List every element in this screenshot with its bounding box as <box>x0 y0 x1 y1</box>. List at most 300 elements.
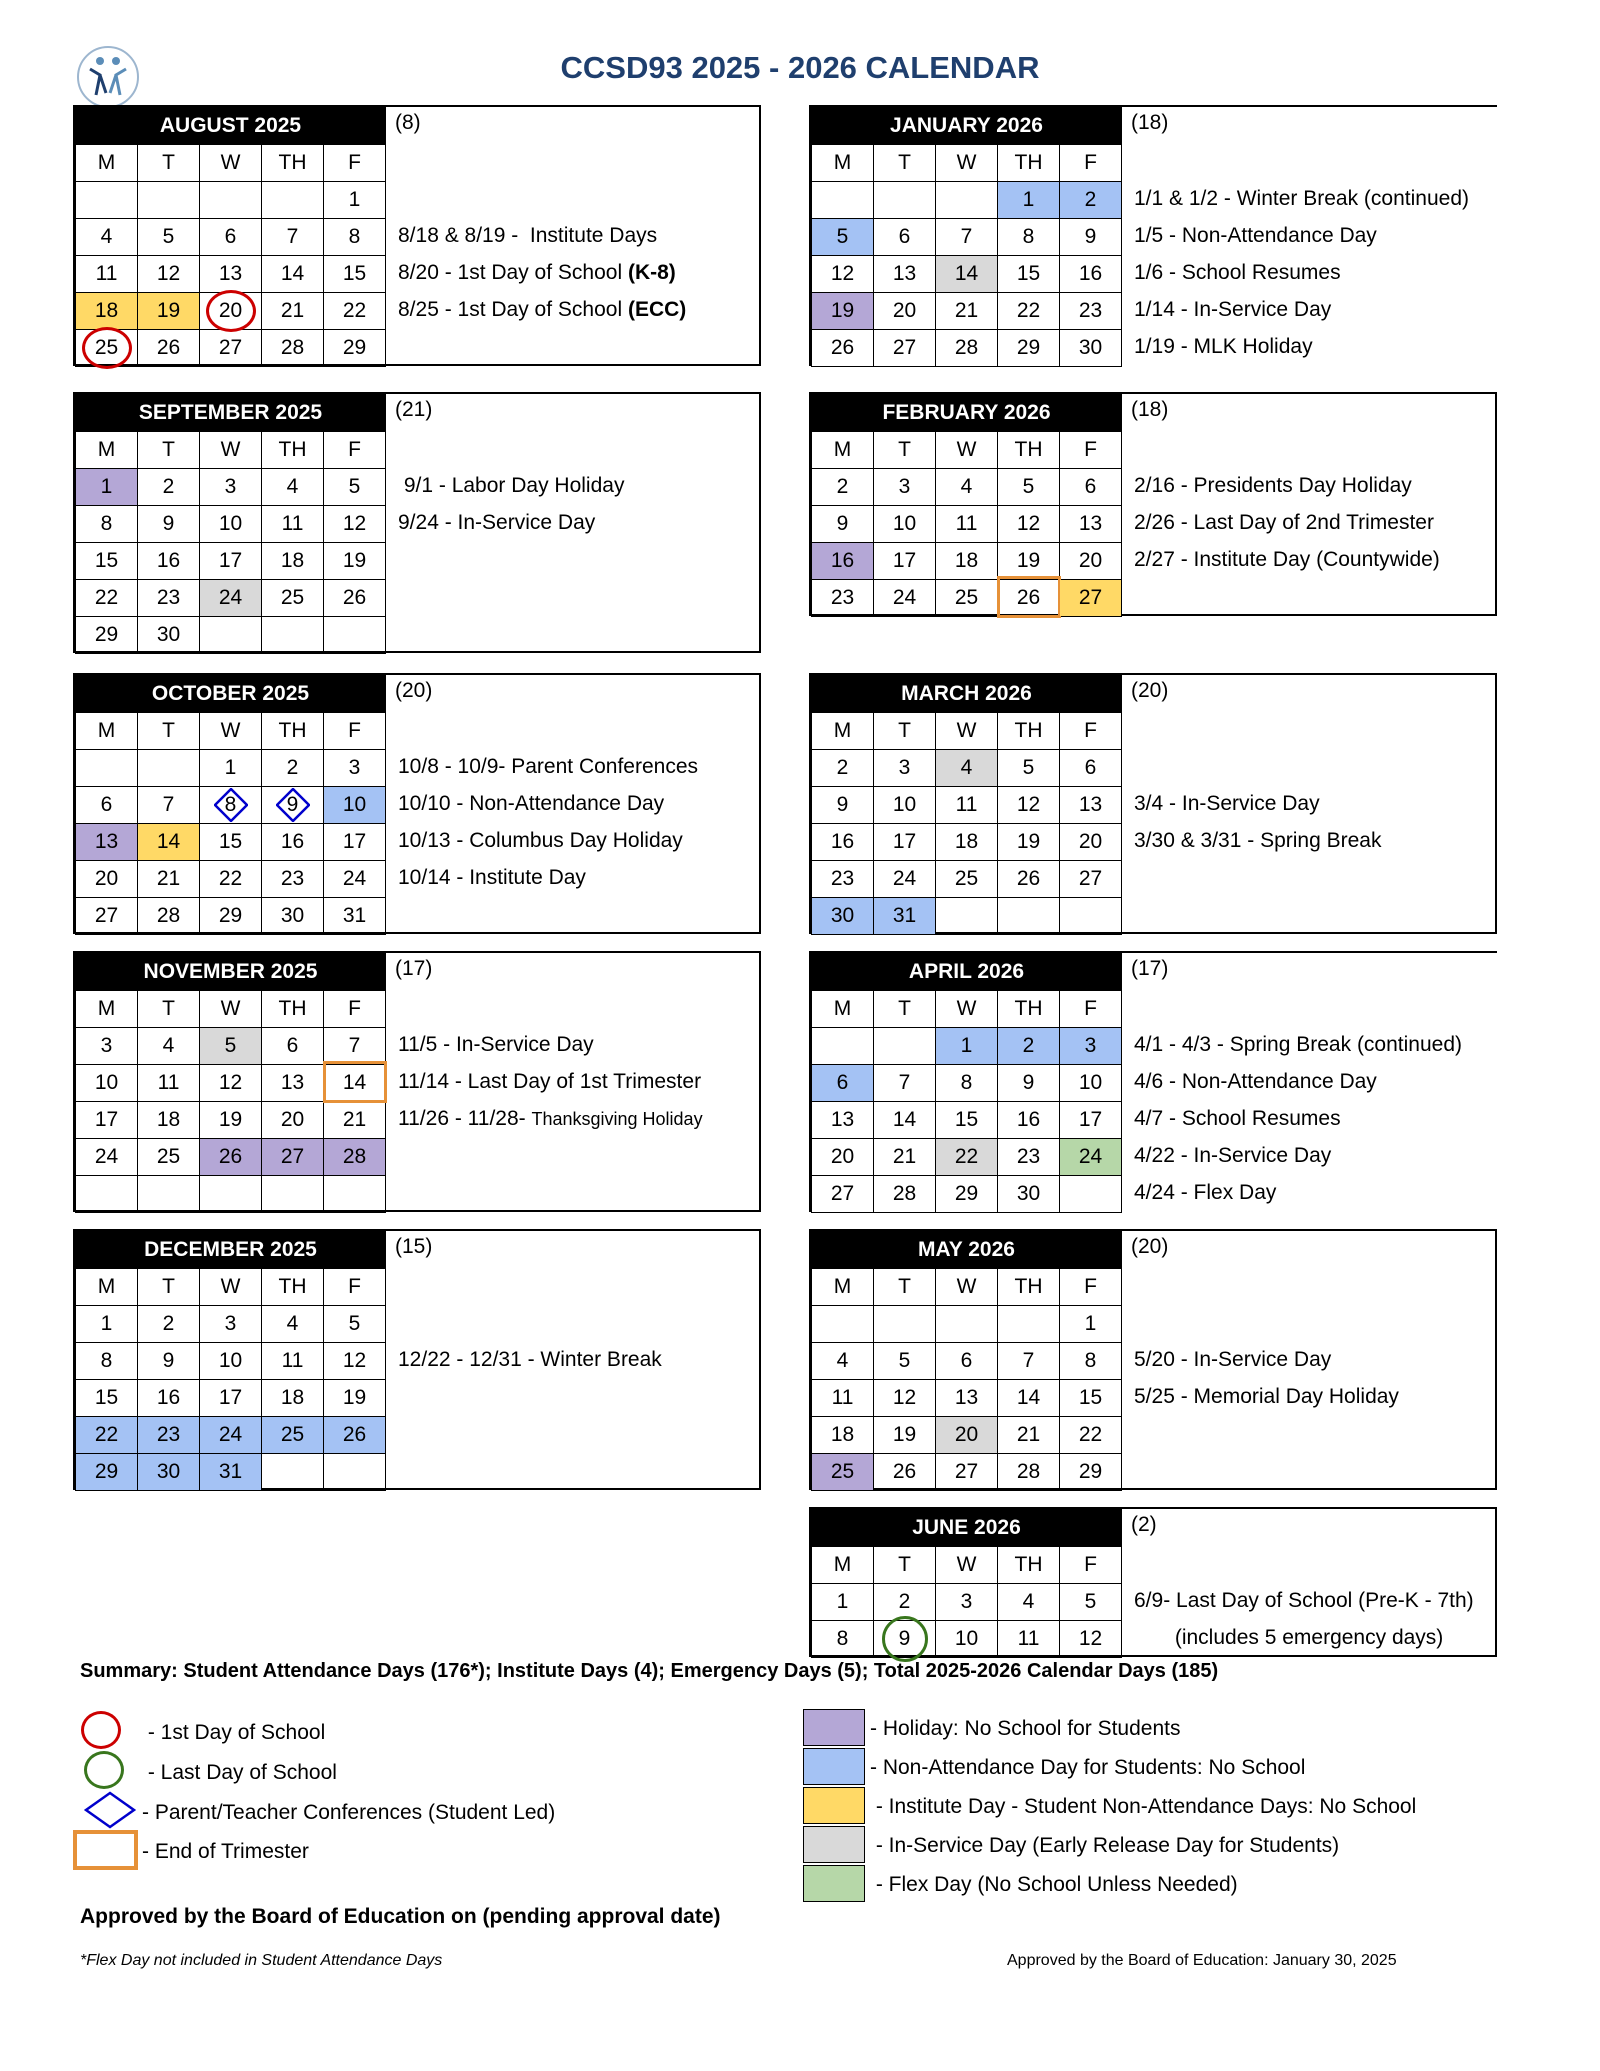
day-number: 19 <box>156 299 181 322</box>
day-number: 14 <box>1016 1386 1041 1409</box>
week-row <box>76 1065 386 1102</box>
day-cell <box>138 182 200 219</box>
day-cell <box>76 543 138 580</box>
day-number: 17 <box>892 830 917 853</box>
day-cell <box>1060 330 1122 367</box>
day-cell <box>138 543 200 580</box>
weekday-header: T <box>138 1269 200 1306</box>
day-number: 26 <box>1016 867 1041 890</box>
month-grid <box>75 1231 386 1491</box>
day-number: 30 <box>280 904 305 927</box>
day-number: 5 <box>1022 475 1035 498</box>
weekday-header: TH <box>998 991 1060 1028</box>
end-of-trimester-legend-box <box>73 1830 138 1870</box>
day-cell <box>874 219 936 256</box>
day-number: 16 <box>830 549 855 572</box>
week-row <box>812 1621 1122 1658</box>
note-text: 11/26 - 11/28- <box>398 1107 532 1130</box>
day-cell <box>76 182 138 219</box>
day-number: 21 <box>892 1145 917 1168</box>
week-row <box>76 580 386 617</box>
in-service-legend-swatch <box>803 1826 865 1863</box>
weekday-header: T <box>874 432 936 469</box>
note-text: 2/26 - Last Day of 2nd Trimester <box>1134 511 1434 534</box>
calendar-note <box>398 749 698 785</box>
week-row <box>76 824 386 861</box>
day-number: 22 <box>94 586 119 609</box>
week-row <box>812 861 1122 898</box>
day-cell <box>262 787 324 824</box>
day-number: 27 <box>954 1460 979 1483</box>
week-row <box>76 543 386 580</box>
day-number: 26 <box>342 1423 367 1446</box>
day-cell <box>200 293 262 330</box>
week-row <box>812 219 1122 256</box>
month-title: JANUARY 2026 <box>812 108 1122 145</box>
day-number: 1 <box>960 1034 973 1057</box>
calendar-note <box>1134 329 1313 365</box>
day-number: 15 <box>954 1108 979 1131</box>
day-cell <box>324 293 386 330</box>
note-text: 5/20 - In-Service Day <box>1134 1348 1332 1371</box>
day-cell <box>874 898 936 935</box>
day-number: 25 <box>280 586 305 609</box>
day-number: 21 <box>342 1108 367 1131</box>
weekday-header: W <box>936 713 998 750</box>
day-number: 19 <box>1016 549 1041 572</box>
day-number: 9 <box>1022 1071 1035 1094</box>
day-cell <box>812 1065 874 1102</box>
day-number: 27 <box>1078 586 1103 609</box>
day-number: 23 <box>280 867 305 890</box>
day-cell <box>998 1306 1060 1343</box>
day-cell <box>138 219 200 256</box>
note-text: 6/9- Last Day of School (Pre-K - 7th) <box>1134 1589 1474 1612</box>
day-number: 1 <box>224 756 237 779</box>
weekday-header: F <box>1060 145 1122 182</box>
day-cell <box>1060 1380 1122 1417</box>
month-august-2025 <box>73 105 761 366</box>
day-cell <box>138 617 200 654</box>
day-number: 27 <box>830 1182 855 1205</box>
day-cell <box>76 469 138 506</box>
week-row <box>812 824 1122 861</box>
day-number: 28 <box>280 336 305 359</box>
day-cell <box>936 580 998 617</box>
month-grid <box>811 675 1122 935</box>
day-cell <box>998 1028 1060 1065</box>
legend-label: - Parent/Teacher Conferences (Student Led) <box>142 1801 556 1824</box>
day-number: 11 <box>281 1349 304 1372</box>
weekday-header: F <box>1060 432 1122 469</box>
day-cell <box>262 506 324 543</box>
day-number: 4 <box>162 1034 175 1057</box>
day-number: 29 <box>94 1460 119 1483</box>
school-day-count: (20) <box>395 679 433 702</box>
day-cell <box>1060 256 1122 293</box>
weekday-header: TH <box>262 713 324 750</box>
weekday-header: TH <box>262 991 324 1028</box>
day-number: 20 <box>1078 830 1103 853</box>
day-number: 27 <box>1078 867 1103 890</box>
day-number: 8 <box>348 225 361 248</box>
day-cell <box>812 219 874 256</box>
day-cell <box>200 1454 262 1491</box>
day-number: 7 <box>898 1071 911 1094</box>
calendar-note <box>1134 1101 1341 1137</box>
day-number: 12 <box>1016 512 1041 535</box>
day-cell <box>1060 182 1122 219</box>
day-cell <box>76 824 138 861</box>
day-cell <box>998 182 1060 219</box>
day-cell <box>200 1306 262 1343</box>
calendar-note <box>1134 542 1440 578</box>
day-number: 12 <box>1016 793 1041 816</box>
week-row <box>76 1028 386 1065</box>
day-cell <box>812 293 874 330</box>
day-cell <box>874 506 936 543</box>
day-number: 2 <box>836 756 849 779</box>
day-cell <box>1060 861 1122 898</box>
day-cell <box>138 1454 200 1491</box>
day-number: 7 <box>286 225 299 248</box>
week-row <box>76 182 386 219</box>
week-row <box>76 617 386 654</box>
day-cell <box>998 293 1060 330</box>
note-text: 1/1 & 1/2 - Winter Break (continued) <box>1134 187 1469 210</box>
weekday-header: T <box>874 1547 936 1584</box>
note-text: 2/27 - Institute Day (Countywide) <box>1134 548 1440 571</box>
day-number: 1 <box>348 188 361 211</box>
day-number: 13 <box>280 1071 305 1094</box>
month-april-2026 <box>809 951 1497 1212</box>
day-cell <box>812 1584 874 1621</box>
month-title: FEBRUARY 2026 <box>812 395 1122 432</box>
approval-pending: Approved by the Board of Education on (pending approval date) <box>80 1905 721 1928</box>
week-row <box>812 1584 1122 1621</box>
legend-label: - End of Trimester <box>142 1840 309 1863</box>
week-row <box>76 506 386 543</box>
calendar-note <box>398 1342 662 1378</box>
day-cell <box>812 750 874 787</box>
day-number: 20 <box>892 299 917 322</box>
day-cell <box>262 1306 324 1343</box>
week-row <box>812 1306 1122 1343</box>
day-cell <box>1060 1176 1122 1213</box>
weekday-header: W <box>936 1269 998 1306</box>
day-cell <box>200 580 262 617</box>
day-cell <box>1060 293 1122 330</box>
day-cell <box>324 469 386 506</box>
weekday-header: M <box>812 145 874 182</box>
day-number: 8 <box>100 512 113 535</box>
day-number: 6 <box>1084 756 1097 779</box>
day-number: 2 <box>162 1312 175 1335</box>
week-row <box>812 1454 1122 1491</box>
day-number: 1 <box>100 1312 113 1335</box>
day-cell <box>998 469 1060 506</box>
day-number: 7 <box>162 793 175 816</box>
day-number: 21 <box>280 299 305 322</box>
conference-legend-diamond <box>84 1791 136 1829</box>
day-cell <box>138 1417 200 1454</box>
day-cell <box>262 1102 324 1139</box>
weekday-header: W <box>200 1269 262 1306</box>
day-number: 5 <box>348 475 361 498</box>
week-row <box>76 1380 386 1417</box>
day-cell <box>1060 750 1122 787</box>
note-text: 10/14 - Institute Day <box>398 866 586 889</box>
day-number: 18 <box>830 1423 855 1446</box>
weekday-header: F <box>324 713 386 750</box>
day-cell <box>1060 469 1122 506</box>
calendar-note <box>1134 1342 1331 1378</box>
weekday-header: F <box>324 1269 386 1306</box>
week-row <box>812 1380 1122 1417</box>
day-number: 15 <box>94 1386 119 1409</box>
day-cell <box>262 1065 324 1102</box>
legend-label: - Flex Day (No School Unless Needed) <box>870 1873 1238 1896</box>
day-number: 25 <box>280 1423 305 1446</box>
day-number: 29 <box>342 336 367 359</box>
day-cell <box>324 1454 386 1491</box>
note-text: 4/24 - Flex Day <box>1134 1181 1277 1204</box>
school-day-count: (2) <box>1131 1513 1157 1536</box>
day-cell <box>200 1176 262 1213</box>
month-january-2026 <box>809 105 1497 366</box>
day-cell <box>936 750 998 787</box>
day-number: 13 <box>218 262 243 285</box>
day-cell <box>1060 506 1122 543</box>
week-row <box>76 1417 386 1454</box>
day-number: 8 <box>1084 1349 1097 1372</box>
day-cell <box>998 219 1060 256</box>
day-number: 18 <box>280 549 305 572</box>
day-cell <box>936 1380 998 1417</box>
day-number: 22 <box>954 1145 979 1168</box>
weekday-header: F <box>324 432 386 469</box>
day-cell <box>936 1139 998 1176</box>
day-number: 8 <box>100 1349 113 1372</box>
day-cell <box>262 469 324 506</box>
month-title: MARCH 2026 <box>812 676 1122 713</box>
day-number: 3 <box>1084 1034 1097 1057</box>
day-cell <box>262 330 324 367</box>
day-number: 6 <box>224 225 237 248</box>
legend-label: - Holiday: No School for Students <box>870 1717 1181 1740</box>
day-cell <box>936 1621 998 1658</box>
weekday-header: TH <box>998 713 1060 750</box>
day-number: 30 <box>1016 1182 1041 1205</box>
weekday-header: TH <box>262 432 324 469</box>
first-day-legend-circle <box>81 1711 121 1749</box>
day-cell <box>812 898 874 935</box>
day-number: 21 <box>1016 1423 1041 1446</box>
weekday-header: F <box>1060 1547 1122 1584</box>
month-february-2026 <box>809 392 1497 616</box>
day-cell <box>812 1102 874 1139</box>
day-cell <box>262 1380 324 1417</box>
day-number: 5 <box>348 1312 361 1335</box>
month-title: JUNE 2026 <box>812 1510 1122 1547</box>
day-cell <box>324 1417 386 1454</box>
week-row <box>812 898 1122 935</box>
day-number: 9 <box>1084 225 1097 248</box>
month-grid <box>811 1231 1122 1491</box>
day-cell <box>76 1139 138 1176</box>
day-cell <box>200 1065 262 1102</box>
day-cell <box>812 182 874 219</box>
week-row <box>76 1306 386 1343</box>
day-cell <box>874 1454 936 1491</box>
weekday-header: F <box>324 145 386 182</box>
day-number: 30 <box>156 623 181 646</box>
day-cell <box>324 182 386 219</box>
month-title: NOVEMBER 2025 <box>76 954 386 991</box>
day-number: 17 <box>342 830 367 853</box>
weekday-header: TH <box>262 1269 324 1306</box>
day-cell <box>324 1028 386 1065</box>
day-number: 22 <box>1016 299 1041 322</box>
day-number: 29 <box>218 904 243 927</box>
day-number: 10 <box>218 512 243 535</box>
day-cell <box>936 1343 998 1380</box>
day-number: 8 <box>224 793 237 816</box>
day-cell <box>76 256 138 293</box>
day-cell <box>324 861 386 898</box>
day-cell <box>138 1065 200 1102</box>
note-text: 12/22 - 12/31 - Winter Break <box>398 1348 662 1371</box>
day-cell <box>936 219 998 256</box>
day-cell <box>1060 1621 1122 1658</box>
day-number: 25 <box>830 1460 855 1483</box>
day-number: 19 <box>218 1108 243 1131</box>
weekday-header: T <box>874 713 936 750</box>
day-number: 17 <box>94 1108 119 1131</box>
school-day-count: (20) <box>1131 679 1169 702</box>
calendar-note <box>1134 823 1381 859</box>
day-cell <box>138 330 200 367</box>
day-cell <box>936 1065 998 1102</box>
day-cell <box>324 1306 386 1343</box>
day-number: 29 <box>94 623 119 646</box>
day-number: 3 <box>100 1034 113 1057</box>
weekday-header: M <box>812 1269 874 1306</box>
day-cell <box>874 1584 936 1621</box>
day-number: 23 <box>156 1423 181 1446</box>
day-number: 11 <box>95 262 118 285</box>
day-number: 18 <box>94 299 119 322</box>
day-number: 19 <box>830 299 855 322</box>
day-cell <box>262 617 324 654</box>
day-number: 13 <box>830 1108 855 1131</box>
day-cell <box>1060 1343 1122 1380</box>
day-cell <box>200 330 262 367</box>
day-number: 1 <box>1084 1312 1097 1335</box>
day-number: 30 <box>1078 336 1103 359</box>
day-cell <box>812 861 874 898</box>
day-cell <box>1060 1139 1122 1176</box>
month-grid <box>811 953 1122 1213</box>
day-cell <box>1060 1584 1122 1621</box>
weekday-header: W <box>200 713 262 750</box>
day-number: 16 <box>156 549 181 572</box>
flex-legend-swatch <box>803 1865 865 1902</box>
day-cell <box>874 861 936 898</box>
day-cell <box>138 469 200 506</box>
note-text: 4/7 - School Resumes <box>1134 1107 1341 1130</box>
day-number: 23 <box>1078 299 1103 322</box>
day-cell <box>262 543 324 580</box>
week-row <box>812 1139 1122 1176</box>
day-cell <box>874 787 936 824</box>
weekday-header: M <box>812 432 874 469</box>
day-number: 28 <box>342 1145 367 1168</box>
day-number: 30 <box>830 904 855 927</box>
day-cell <box>200 1380 262 1417</box>
day-number: 2 <box>286 756 299 779</box>
calendar-note <box>1134 1138 1331 1174</box>
day-cell <box>998 1065 1060 1102</box>
day-cell <box>262 1028 324 1065</box>
day-number: 25 <box>954 586 979 609</box>
day-number: 12 <box>342 1349 367 1372</box>
day-number: 5 <box>224 1034 237 1057</box>
month-title: SEPTEMBER 2025 <box>76 395 386 432</box>
day-number: 12 <box>892 1386 917 1409</box>
day-cell <box>138 861 200 898</box>
day-cell <box>998 861 1060 898</box>
approval-date: Approved by the Board of Education: January 30, 2025 <box>1007 1952 1397 1969</box>
day-cell <box>812 787 874 824</box>
month-grid <box>811 1509 1122 1658</box>
month-november-2025 <box>73 951 761 1212</box>
day-cell <box>936 330 998 367</box>
day-cell <box>262 219 324 256</box>
day-number: 8 <box>836 1627 849 1650</box>
calendar-note <box>398 786 664 822</box>
day-cell <box>262 182 324 219</box>
day-cell <box>138 1139 200 1176</box>
day-number: 20 <box>830 1145 855 1168</box>
day-number: 20 <box>218 299 243 322</box>
day-number: 29 <box>954 1182 979 1205</box>
day-number: 14 <box>342 1071 367 1094</box>
day-number: 13 <box>1078 793 1103 816</box>
day-cell <box>936 1028 998 1065</box>
month-december-2025 <box>73 1229 761 1490</box>
day-number: 14 <box>156 830 181 853</box>
day-number: 2 <box>836 475 849 498</box>
weekday-header: W <box>936 991 998 1028</box>
day-cell <box>936 1306 998 1343</box>
day-number: 14 <box>954 262 979 285</box>
non-attendance-legend-swatch <box>803 1748 865 1785</box>
calendar-note <box>1134 255 1341 291</box>
day-cell <box>76 1417 138 1454</box>
day-cell <box>874 182 936 219</box>
calendar-note <box>398 1064 701 1100</box>
day-cell <box>324 787 386 824</box>
calendar-note <box>1134 181 1469 217</box>
week-row <box>76 861 386 898</box>
day-cell <box>998 543 1060 580</box>
weekday-header: W <box>936 432 998 469</box>
day-cell <box>138 1028 200 1065</box>
day-number: 12 <box>156 262 181 285</box>
day-cell <box>324 330 386 367</box>
day-number: 4 <box>100 225 113 248</box>
